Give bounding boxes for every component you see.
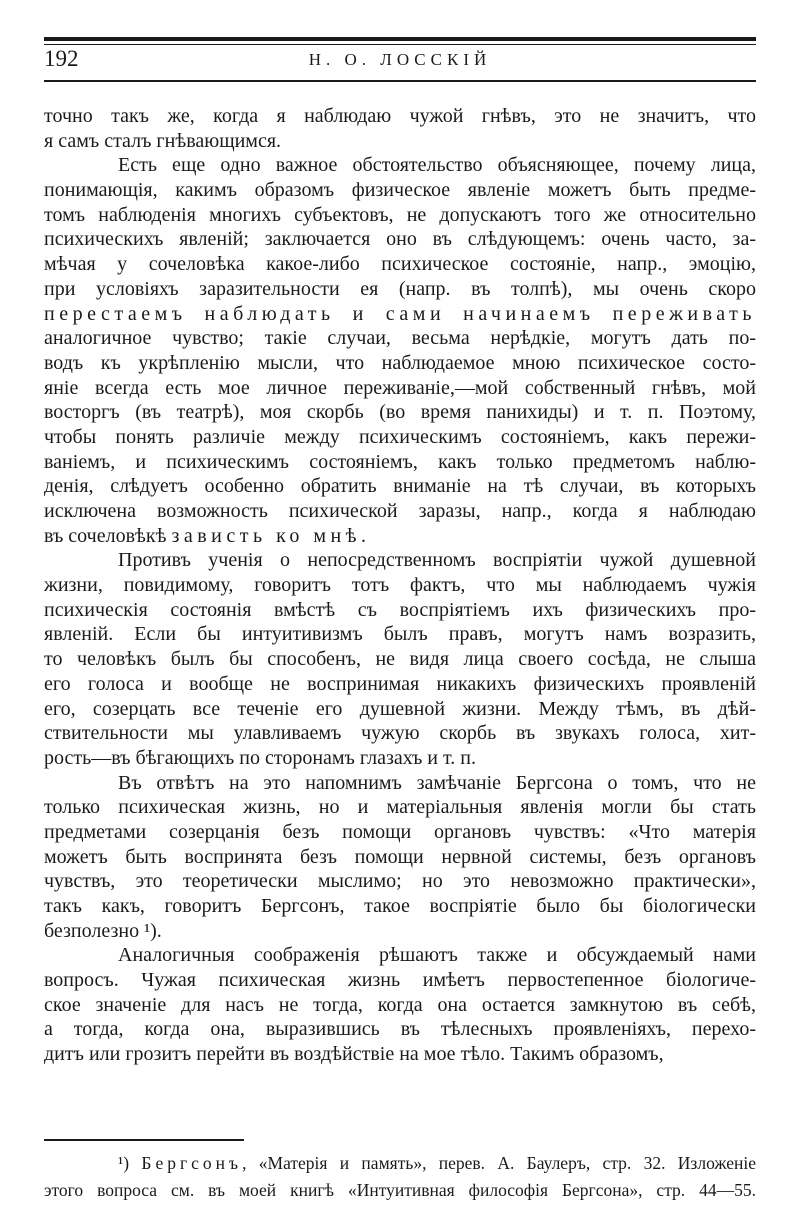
text-line <box>44 474 756 499</box>
text-segment: я самъ сталъ гнѣвающимся. <box>44 129 282 152</box>
text-line <box>44 326 756 351</box>
header-rule-bottom <box>44 80 756 82</box>
text-segment: мѣчая у сочеловѣка какое-либо психическое состояніе, напр., эмоцію, <box>44 253 756 276</box>
text-segment: ствительности мы улавливаемъ чужую скорбь въ звукахъ голоса, хит- <box>44 722 756 745</box>
text-segment: можетъ быть воспринята безъ помощи нервной системы, безъ органовъ <box>44 845 756 868</box>
footnote-rule <box>44 1139 244 1141</box>
spaced-text: зависть ко мнѣ <box>171 524 362 547</box>
text-segment: при условіяхъ заразительности ея (напр. въ толпѣ), мы очень скоро <box>44 277 756 300</box>
text-line <box>44 845 756 870</box>
text-line <box>44 227 756 252</box>
text-line <box>44 771 756 796</box>
text-segment: Есть еще одно важное обстоятельство объясняющее, почему лица, <box>118 154 756 177</box>
text-line <box>44 104 756 129</box>
footnote-line <box>44 1150 756 1177</box>
text-segment: такъ какъ, говоритъ Бергсонъ, такое воспріятіе было бы біологически <box>44 895 756 917</box>
text-line <box>44 351 756 376</box>
text-segment: аналогичное чувство; такіе случаи, весьма нерѣдкіе, могутъ дать по- <box>44 327 756 350</box>
text-line <box>44 252 756 277</box>
footnotes <box>44 1150 756 1204</box>
text-segment: денія, слѣдуетъ особенно обратить вниманіе на тѣ случаи, въ которыхъ <box>44 475 756 498</box>
text-line <box>44 622 756 647</box>
text-line <box>44 943 756 968</box>
body-text <box>44 104 756 1067</box>
text-segment: чтобы понять различіе между психическимъ состояніемъ, какъ пережи- <box>44 425 756 448</box>
text-segment: жизни, повидимому, говоритъ тотъ фактъ, что мы наблюдаемъ чужія <box>44 574 756 597</box>
text-segment: , «Матерія и память», перев. А. Баулеръ, стр. 32. Изложеніе <box>242 1153 757 1173</box>
text-segment: въ сочеловѣкѣ <box>44 524 172 547</box>
text-line <box>44 129 756 154</box>
text-line <box>44 672 756 697</box>
text-line <box>44 450 756 475</box>
text-segment: а тогда, когда она, выразившись въ тѣлесныхъ проявленіяхъ, перехо- <box>44 1018 756 1041</box>
text-line <box>44 968 756 993</box>
text-segment: яніе всегда есть мое личное переживаніе,—мой собственный гнѣвъ, мой <box>44 376 756 399</box>
text-segment: ¹) <box>118 1153 142 1173</box>
text-segment: . <box>361 524 367 547</box>
text-line <box>44 376 756 401</box>
spaced-text: Бергсонъ <box>141 1153 243 1173</box>
text-segment: водъ къ укрѣпленію мысли, что наблюдаемое мною психическое состо- <box>44 351 756 374</box>
text-line <box>44 894 756 919</box>
text-segment: точно такъ же, когда я наблюдаю чужой гнѣвъ, это не значитъ, что <box>44 105 756 127</box>
text-segment: рость—въ бѣгающихъ по сторонамъ глазахъ и т. п. <box>44 746 476 769</box>
paragraph <box>44 548 756 770</box>
text-line <box>44 548 756 573</box>
text-line <box>44 400 756 425</box>
text-segment: томъ наблюденія многихъ субъектовъ, не допускаютъ того же относительно <box>44 203 756 226</box>
text-line <box>44 746 756 771</box>
text-segment: только психическая жизнь, но и матеріальныя явленія могли бы стать <box>44 796 756 819</box>
running-title: Н. О. ЛОССКІЙ <box>308 50 492 69</box>
paragraph <box>44 943 756 1066</box>
spaced-text: перестаемъ наблюдать и сами начинаемъ переживать <box>44 302 756 325</box>
page-number: 192 <box>44 46 79 71</box>
paragraph <box>44 153 756 548</box>
text-line <box>44 647 756 672</box>
text-line <box>44 178 756 203</box>
text-segment: исключена возможность психической заразы, напр., когда я наблюдаю <box>44 500 756 522</box>
text-segment: психическія состоянія вмѣстѣ съ воспріятіемъ ихъ физическихъ про- <box>44 598 756 621</box>
text-line <box>44 721 756 746</box>
paragraph <box>44 771 756 944</box>
header-rule-thick <box>44 37 756 41</box>
text-line <box>44 524 756 549</box>
text-segment: дитъ или грозитъ перейти въ воздѣйствіе на мое тѣло. Такимъ образомъ, <box>44 1043 664 1066</box>
text-line <box>44 1017 756 1042</box>
text-segment: этого вопроса см. въ моей книгѣ «Интуитивная философія Бергсона», стр. 44—55. <box>44 1180 756 1200</box>
text-line <box>44 869 756 894</box>
text-line <box>44 820 756 845</box>
text-segment: предметами созерцанія безъ помощи органовъ чувствъ: «Что матерія <box>44 820 756 843</box>
text-line <box>44 993 756 1018</box>
text-segment: Аналогичныя соображенія рѣшаютъ также и обсуждаемый нами <box>118 944 756 967</box>
text-segment: восторгъ (въ театрѣ), моя скорбь (во время панихиды) и т. п. Поэтому, <box>44 401 756 424</box>
text-segment: чувствъ, это теоретически мыслимо; но это невозможно практически», <box>44 870 756 893</box>
text-segment: понимающія, какимъ образомъ физическое явленіе можетъ быть предме- <box>44 179 756 202</box>
text-line <box>44 919 756 944</box>
text-line <box>44 153 756 178</box>
text-segment: то человѣкъ былъ бы способенъ, не видя лица своего сосѣда, не слыша <box>44 648 756 671</box>
text-segment: безполезно ¹). <box>44 919 162 942</box>
text-line <box>44 302 756 327</box>
text-segment: Въ отвѣтъ на это напомнимъ замѣчаніе Бергсона о томъ, что не <box>118 771 756 794</box>
text-segment: вопросъ. Чужая психическая жизнь имѣетъ первостепенное біологиче- <box>44 969 756 992</box>
text-segment: явленій. Если бы интуитивизмъ былъ правъ, могутъ намъ возразить, <box>44 623 756 646</box>
text-segment: его голоса и вообще не воспринимая никакихъ физическихъ проявленій <box>44 672 756 695</box>
text-line <box>44 573 756 598</box>
text-segment: психическихъ явленій; заключается оно въ слѣдующемъ: очень часто, за- <box>44 228 756 251</box>
text-line <box>44 697 756 722</box>
text-line <box>44 203 756 228</box>
footnote-line <box>44 1177 756 1204</box>
text-segment: ваніемъ, и психическимъ состояніемъ, какъ только предметомъ наблю- <box>44 450 756 473</box>
text-line <box>44 277 756 302</box>
text-line <box>44 1042 756 1067</box>
text-line <box>44 598 756 623</box>
text-segment: ское значеніе для насъ не тогда, когда она остается замкнутою въ себѣ, <box>44 993 756 1016</box>
paragraph <box>44 104 756 153</box>
header-rule-thin <box>44 44 756 45</box>
text-segment: его, созерцать все теченіе его душевной жизни. Между тѣмъ, въ дѣй- <box>44 697 756 720</box>
text-line <box>44 795 756 820</box>
text-line <box>44 499 756 524</box>
text-line <box>44 425 756 450</box>
text-segment: Противъ ученія о непосредственномъ воспріятіи чужой душевной <box>118 549 756 572</box>
